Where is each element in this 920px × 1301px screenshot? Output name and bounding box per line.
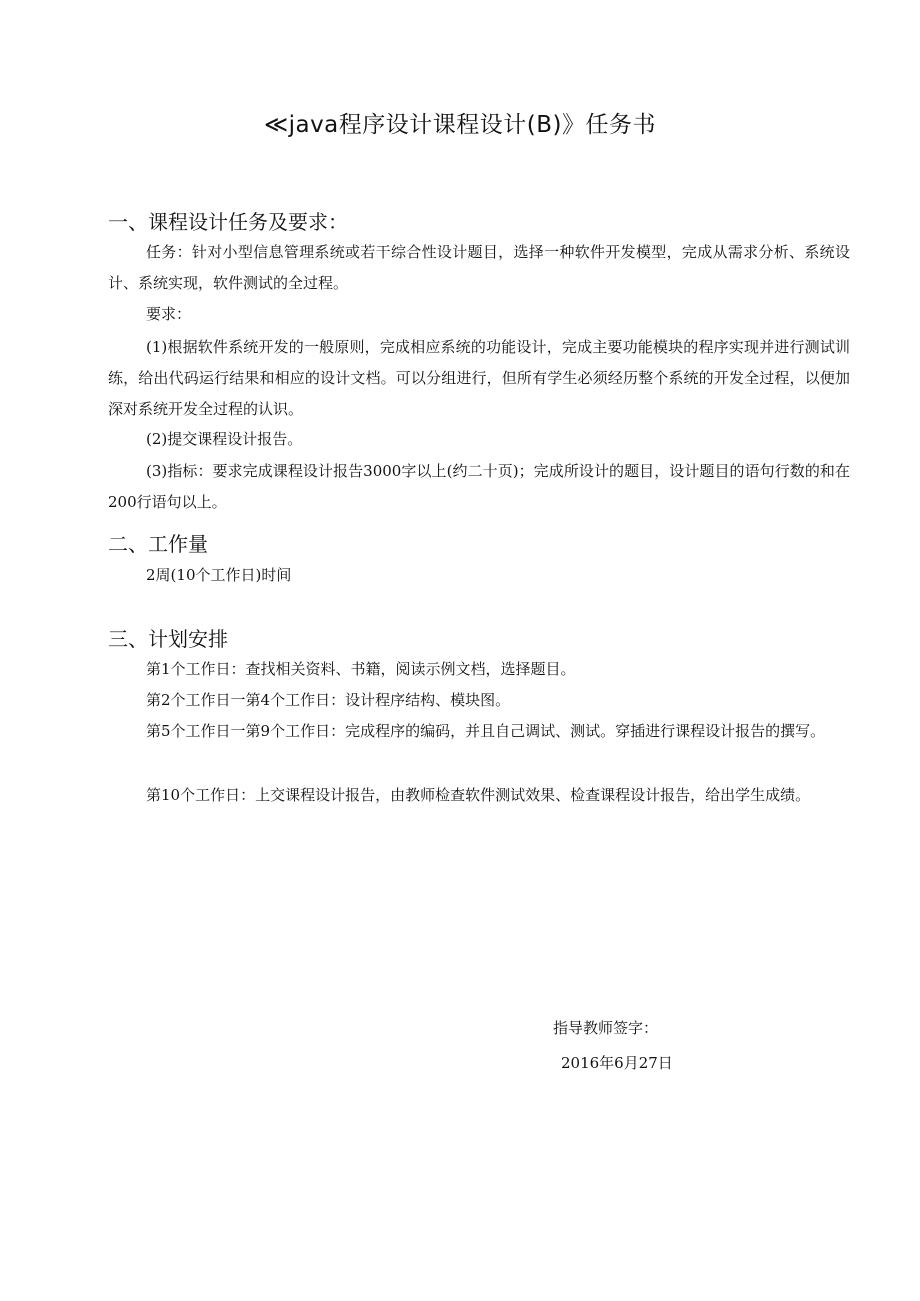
requirement-3: (3)指标：要求完成课程设计报告3000字以上(约二十页)；完成所设计的题目，设计题目的语句行数的和在200行语句以上。 xyxy=(108,462,850,511)
requirement-1: (1)根据软件系统开发的一般原则，完成相应系统的功能设计，完成主要功能模块的程序实现并进行测试训练，给出代码运行结果和相应的设计文档。可以分组进行，但所有学生必须经历整个系统的开发全过程，以便加深对系统开发全过程的认识。 xyxy=(108,338,850,418)
section-3-heading: 三、计划安排 xyxy=(108,627,228,651)
signature-label: 指导教师签字： xyxy=(553,1019,659,1037)
schedule-item-1: 第1个工作日：查找相关资料、书籍，阅读示例文档，选择题目。 xyxy=(146,660,576,678)
signature-date: 2016年6月27日 xyxy=(561,1054,673,1072)
requirement-2: (2)提交课程设计报告。 xyxy=(146,430,303,448)
schedule-item-2: 第2个工作日一第4个工作日：设计程序结构、模块图。 xyxy=(146,691,511,709)
section-2-heading: 二、工作量 xyxy=(108,532,208,556)
schedule-item-3: 第5个工作日一第9个工作日：完成程序的编码，并且自己调试、测试。穿插进行课程设计报告的撰写。 xyxy=(146,722,826,740)
requirements-label: 要求： xyxy=(146,305,192,323)
task-paragraph: 任务：针对小型信息管理系统或若干综合性设计题目，选择一种软件开发模型，完成从需求分析、系统设计、系统实现，软件测试的全过程。 xyxy=(108,243,850,292)
schedule-item-4: 第10个工作日：上交课程设计报告，由教师检查软件测试效果、检查课程设计报告，给出学生成绩。 xyxy=(146,786,811,804)
workload-text: 2周(10个工作日)时间 xyxy=(146,566,292,584)
section-1-heading: 一、课程设计任务及要求： xyxy=(108,210,348,234)
document-title: ≪java程序设计课程设计(B)》任务书 xyxy=(264,112,656,138)
